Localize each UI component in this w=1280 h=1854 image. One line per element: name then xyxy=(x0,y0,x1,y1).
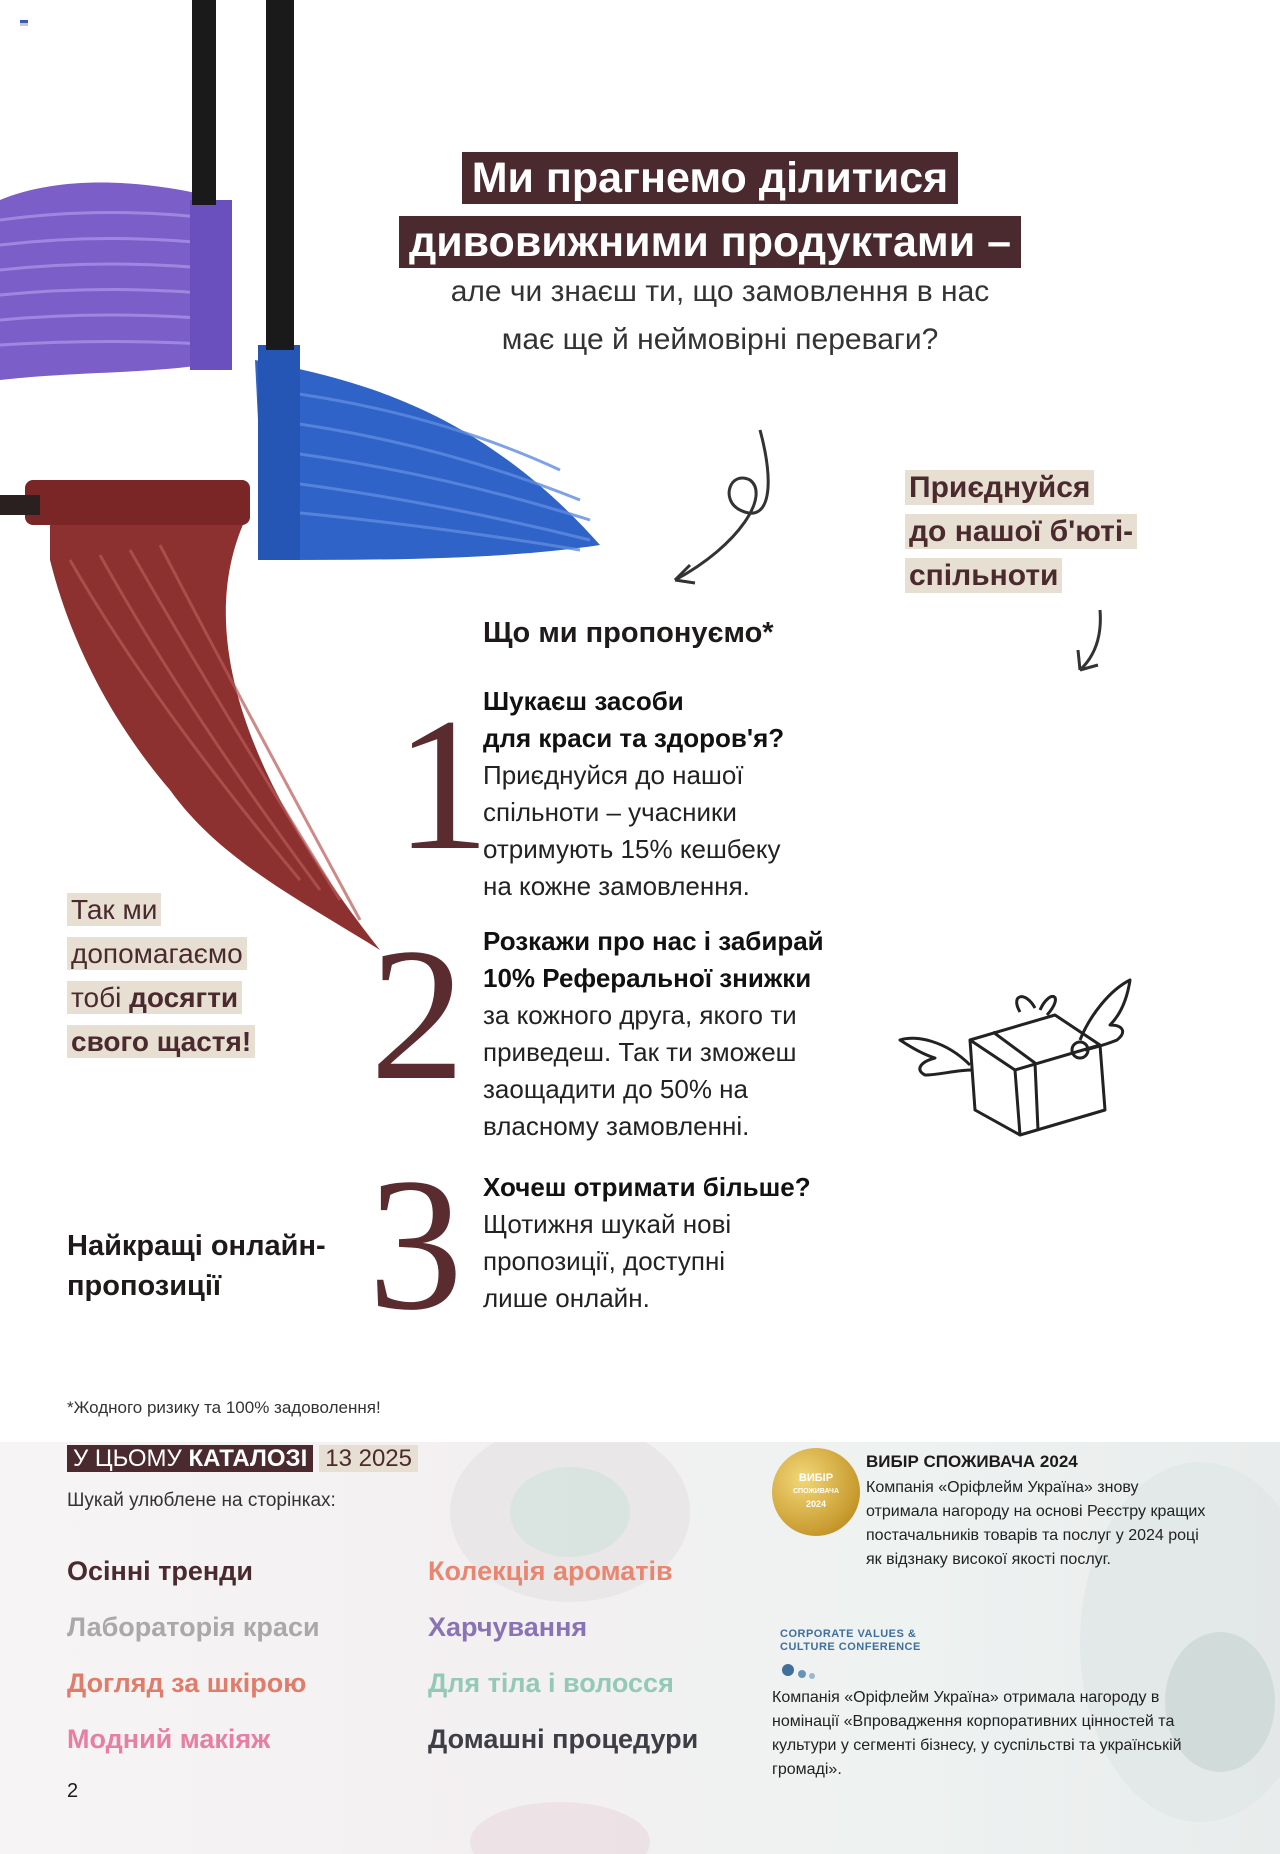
offer-2-body-2: приведеш. Так ти зможеш xyxy=(483,1037,797,1067)
offer-2-body-4: власному замовленні. xyxy=(483,1111,750,1141)
offer-number-1: 1 xyxy=(395,680,490,890)
offer-item-2 xyxy=(483,923,913,1145)
offer-1-body-4: на кожне замовлення. xyxy=(483,871,750,901)
catalog-link-makeup[interactable]: Модний макіяж xyxy=(67,1724,271,1754)
curly-arrow-icon xyxy=(660,425,780,590)
flag-icon xyxy=(20,20,28,26)
offer-item-1 xyxy=(483,683,863,905)
offer-3-body-3: лише онлайн. xyxy=(483,1283,650,1313)
down-arrow-icon xyxy=(1068,605,1108,675)
title-line-2: дивовижними продуктами – xyxy=(399,216,1021,268)
catalog-hint: Шукай улюблене на сторінках: xyxy=(67,1490,336,1511)
offer-2-body-1: за кожного друга, якого ти xyxy=(483,1000,797,1030)
join-line-2: до нашої б'юті- xyxy=(905,514,1137,549)
catalog-label-box xyxy=(67,1445,313,1472)
offer-2-heading-2: 10% Реферальної знижки xyxy=(483,963,812,993)
offer-3-body-1: Щотижня шукай нові xyxy=(483,1209,732,1239)
page-subtitle xyxy=(370,268,1070,364)
award-title: ВИБІР СПОЖИВАЧА 2024 xyxy=(866,1452,1078,1471)
badge-line-3: 2024 xyxy=(805,1499,827,1509)
join-community-callout xyxy=(905,466,1165,598)
conference-logo xyxy=(780,1628,921,1654)
help-line-4-bold: свого щастя! xyxy=(71,1026,252,1057)
catalog-issue: 13 2025 xyxy=(319,1445,418,1472)
catalog-link-body-hair[interactable]: Для тіла і волосся xyxy=(428,1668,674,1698)
offer-1-body-3: отримують 15% кешбеку xyxy=(483,834,781,864)
catalog-link-autumn-trends[interactable]: Осінні тренди xyxy=(67,1556,253,1586)
help-callout xyxy=(67,888,307,1064)
award2-text: Компанія «Оріфлейм Україна» отримала нагороду в номінації «Впровадження корпоративних цінностей та культури у сегменті бізнесу, у суспільстві та українській громаді». xyxy=(772,1689,1182,1778)
award-text: Компанія «Оріфлейм Україна» знову отримала нагороду на основі Реєстру кращих постачальників товарів та послуг у 2024 році як відзнаку високої якості послуг. xyxy=(866,1479,1206,1568)
consumer-choice-badge xyxy=(772,1448,860,1536)
offer-1-body-1: Приєднуйся до нашої xyxy=(483,760,744,790)
help-line-3-bold: досягти xyxy=(129,982,239,1013)
offer-number-2: 2 xyxy=(370,910,465,1120)
offer-2-heading-1: Розкажи про нас і забирай xyxy=(483,926,824,956)
help-line-1: Так ми xyxy=(67,893,161,926)
subtitle-line-2: має ще й неймовірні переваги? xyxy=(501,323,939,356)
join-line-3: спільноти xyxy=(905,558,1062,593)
offer-1-body-2: спільноти – учасники xyxy=(483,797,737,827)
help-line-4 xyxy=(67,1025,255,1058)
catalog-label-plain: У ЦЬОМУ xyxy=(73,1445,189,1472)
badge-line-2: СПОЖИВАЧА xyxy=(793,1488,839,1495)
catalog-link-skincare[interactable]: Догляд за шкірою xyxy=(67,1668,307,1698)
badge-line-1: ВИБІР xyxy=(798,1472,834,1484)
join-line-1: Приєднуйся xyxy=(905,470,1094,505)
conference-line-1: CORPORATE VALUES & xyxy=(780,1628,917,1640)
catalog-link-fragrances[interactable]: Колекція ароматів xyxy=(428,1556,673,1586)
offer-3-body-2: пропозиції, доступні xyxy=(483,1246,726,1276)
offer-1-heading-1: Шукаєш засоби xyxy=(483,686,684,716)
title-line-1: Ми прагнемо ділитися xyxy=(462,152,959,204)
offer-3-heading-1: Хочеш отримати більше? xyxy=(483,1172,811,1202)
conference-dots-icon xyxy=(780,1660,840,1682)
purple-mascara-swatch xyxy=(0,0,232,380)
conference-line-2: CULTURE CONFERENCE xyxy=(780,1641,921,1653)
flying-gift-icon xyxy=(895,970,1135,1140)
catalog-label xyxy=(67,1443,418,1475)
help-line-3-plain: тобі xyxy=(71,982,130,1013)
online-line-2: пропозиції xyxy=(67,1270,222,1302)
offer-item-3 xyxy=(483,1169,863,1317)
offer-number-3: 3 xyxy=(368,1140,463,1350)
footnote: *Жодного ризику та 100% задоволення! xyxy=(67,1398,381,1417)
help-line-2: допомагаємо xyxy=(67,937,247,970)
catalog-label-bold: КАТАЛОЗІ xyxy=(188,1445,308,1472)
catalog-link-nutrition[interactable]: Харчування xyxy=(428,1612,588,1642)
page-title xyxy=(340,146,1080,274)
offers-title: Що ми пропонуємо* xyxy=(483,617,774,649)
catalog-link-beauty-lab[interactable]: Лабораторія краси xyxy=(67,1612,320,1642)
subtitle-line-1: але чи знаєш ти, що замовлення в нас xyxy=(450,275,990,308)
offer-1-heading-2: для краси та здоров'я? xyxy=(483,723,785,753)
online-line-1: Найкращі онлайн- xyxy=(67,1230,326,1262)
offer-2-body-3: заощадити до 50% на xyxy=(483,1074,748,1104)
online-offers-callout xyxy=(67,1226,387,1306)
page-number: 2 xyxy=(67,1780,79,1802)
catalog-link-home-care[interactable]: Домашні процедури xyxy=(428,1724,699,1754)
help-line-3 xyxy=(67,981,242,1014)
